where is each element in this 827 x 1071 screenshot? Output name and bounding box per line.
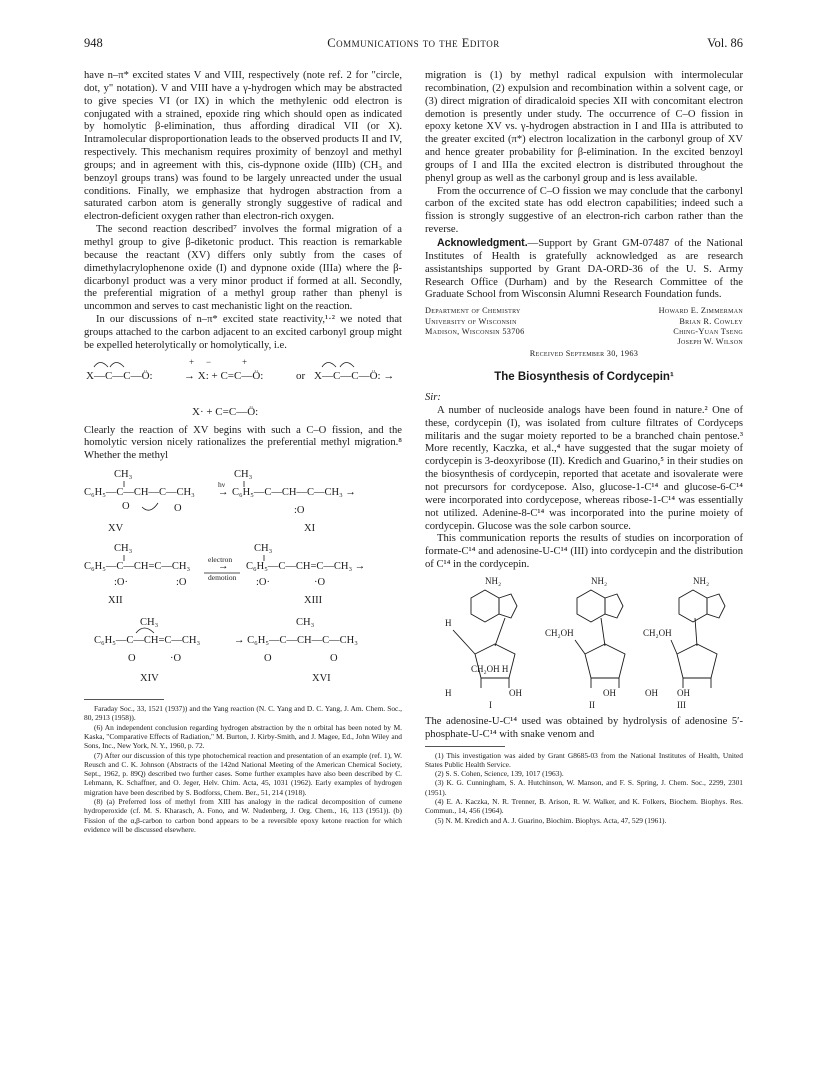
svg-text:CH₂OH: CH₂OH (643, 627, 672, 638)
svg-text:NH₂: NH₂ (591, 575, 608, 586)
demotion-label: demotion (208, 573, 237, 583)
footnote: (3) K. G. Cunningham, S. A. Hutchinson, W. Manson, and F. S. Spring, J. Chem. Soc., 2299, 2301 (1951). (425, 778, 743, 797)
svg-text:O: O (122, 501, 130, 513)
svg-text::O: :O (176, 577, 187, 589)
svg-text:X—C—C—Ö:: X—C—C—Ö: (86, 369, 153, 382)
right-column (425, 70, 743, 825)
svg-text:CH₃: CH₃ (114, 543, 133, 555)
svg-text:C₆H₅—C—CH—C—CH₃ →: C₆H₅—C—CH—C—CH₃ → (232, 487, 356, 499)
footnote: (4) E. A. Kaczka, N. R. Trenner, B. Arison, R. W. Walker, and K. Folkers, Biochem. Biophys. Res. Commun., 14, 456 (1964). (425, 797, 743, 816)
svg-text:O: O (264, 653, 272, 665)
paragraph: A number of nucleoside analogs have been found in nature.² One of these, cordycepin (I), was isolated from culture filtrates of Cordyceps militaris and the sugar moiety reported to be a branched chain pentose.³ More recently, Kaczka, et al.,⁴ have suggested that the sugar moiety of cordycepin is 3-deoxyribose (II). Kredich and Guarino,⁵ in their studies on the biosynthesis of cordycepin, reported that acetate and isovalerate were not precursors for cordycepose. Also, glucose-1-C¹⁴ and glucose-6-C¹⁴ were incorporated into cordycepose, whereas ribose-1-C¹⁴ was essentially not utilized. Adenine-8-C¹⁴ was incorporated into the purine moiety of cordycepin. Glucose was the sole carbon source. (425, 404, 743, 532)
structure-label-i: I (489, 699, 492, 710)
fission-scheme (84, 355, 402, 423)
svg-text:CH₃: CH₃ (296, 617, 315, 629)
hv-label: hν (218, 480, 226, 490)
footnote: (1) This investigation was aided by Grant G8685-03 from the National Institutes of Health, United States Public Health Service. (425, 750, 743, 769)
salutation: Sir: (425, 392, 441, 404)
svg-text:C₆H₅—C—CH=C—CH₃: C₆H₅—C—CH=C—CH₃ (94, 635, 201, 647)
acknowledgment-body: —Support by Grant GM-07487 of the National Institutes of Health is gratefully acknowledged as are research assistantships supported by Grant DA-ORD-36 of the U. S. Army Research Office (Durham) and by the Research Committee of the Graduate School from Wisconsin Alumni Research Foundation funds. (425, 237, 743, 301)
paragraph: In our discussions of n–π* excited state reactivity,¹·² we noted that groups attached to the carbon adjacent to an excited carbonyl group might be expelled heterolytically or homolytically, i.e. (84, 314, 402, 351)
volume-label: Vol. 86 (707, 36, 743, 50)
paragraph: migration is (1) by methyl radical expulsion with intermolecular recombination, (2) expulsion and recombination within a solvent cage, or (3) direct migration of diradicaloid species XII with concomitant electron demotion is presently under study. The occurrence of C–O fission in epoxy ketone XV vs. γ-hydrogen abstraction in I and IIIa is attributed to the greater excited (π*) electron localization in the carbonyl group of XV and hence greater probability for β-elimination. In the excited benzoyl groups of I and IIIa the excited electron is distributed throughout the phenyl group as well as the carbonyl group and is less available. (425, 70, 743, 184)
svg-text:→: → (218, 561, 229, 573)
svg-text:O: O (330, 653, 338, 665)
compound-label-xiii: XIII (304, 595, 323, 607)
acknowledgment (425, 237, 743, 302)
left-column (84, 70, 402, 834)
footnote: (8) (a) Preferred loss of methyl from XIII has analogy in the radical decomposition of cumene hydroperoxide (cf. M. S. Kharasch, A. Fono, and W. Nudenberg, J. Org. Chem., 16, 113 (1951)). (b) Fission of the α,β-carbon to carbon bond appears to be a reversible epoxy ketone reaction for which evidence will be discussed elsewhere. (84, 797, 402, 834)
svg-text::O·: :O· (114, 577, 128, 589)
svg-text:X—C—C—Ö: →: X—C—C—Ö: → (314, 369, 395, 382)
svg-text::O: :O (294, 505, 305, 517)
footnote: Faraday Soc., 33, 1521 (1937)) and the Yang reaction (N. C. Yang and D. C. Yang, J. Am. Chem. Soc., 80, 2913 (1958)). (84, 704, 402, 723)
svg-text:OH: OH (645, 687, 658, 698)
address: Department of Chemistry University of Wisconsin Madison, Wisconsin 53706 (425, 306, 525, 336)
paragraph: The adenosine-U-C¹⁴ used was obtained by hydrolysis of adenosine 5′-phosphate-U-C¹⁴ with snake venom and (425, 715, 743, 740)
svg-text:CH₂OH: CH₂OH (545, 627, 574, 638)
svg-text::O·: :O· (256, 577, 270, 589)
svg-text:CH₂OH H: CH₂OH H (471, 663, 509, 674)
footnote: (5) N. M. Kredich and A. J. Guarino, Biochim. Biophys. Acta, 47, 529 (1961). (435, 815, 667, 825)
structure-label-iii: III (677, 699, 686, 710)
affiliation-block (425, 306, 743, 348)
compound-label-xi: XI (304, 523, 316, 535)
svg-text:C₆H₅—C—CH=C—CH₃ →: C₆H₅—C—CH=C—CH₃ → (246, 561, 366, 573)
acknowledgment-heading: Acknowledgment. (437, 236, 528, 249)
paragraph: Clearly the reaction of XV begins with such a C–O fission, and the homolytic version nicely rationalizes the preferential methyl migration.⁸ Whether the methyl (84, 424, 402, 462)
svg-text:OH: OH (509, 687, 522, 698)
svg-text:CH₃: CH₃ (254, 543, 273, 555)
electron-label: electron (208, 555, 233, 565)
svg-text:−: − (206, 356, 212, 367)
footnote: (7) After our discussion of this type photochemical reaction and presentation of an example (ref. 1), W. Reusch and C. K. Johnson (Abstracts of the 142nd National Meeting of the American Chemical Society, Sept., 1962, p. 89Q) described two further cases. Some further examples have also been described by C. Lehmann, K. Schaffner, and O. Jeger, Helv. Chim. Acta, 45, 1031 (1962). Early examples of hydrogen migration have been described by S. Bodforss, Chem. Ber., 51, 214 (1918). (84, 750, 402, 797)
compound-label-xiv: XIV (140, 673, 159, 685)
svg-text:+: + (242, 356, 248, 367)
svg-text:+: + (189, 356, 195, 367)
svg-text:NH₂: NH₂ (693, 575, 710, 586)
paragraph: have n–π* excited states V and VIII, respectively (note ref. 2 for "circle, dot, y" notation). V and VIII have a γ-hydrogen which may be abstracted to give species VI (or IX) in which the methylenic odd electron is conjugated with a strained, epoxide ring which should open as indicated by homolytic β-elimination, thus affording diradical VII (or X). Intramolecular disproportionation leads to the observed products II and IV, respectively. This mechanism requires proximity of benzoyl and methyl groups; and in agreement with this, cis-dypnone oxide (IIIb) (CH₃ and benzoyl groups trans) was found to be largely unreacted under the usual conditions. Finally, we emphasize that hydrogen abstraction from a saturated carbon atom is generally strongly suggestive of radical and electron-deficient oxygen rather than electron-rich oxygen. (84, 70, 402, 223)
authors: Howard E. Zimmerman Brian R. Cowley Ching-Yuan Tseng Joseph W. Wilson (658, 306, 743, 347)
structures-figure (425, 574, 743, 714)
compound-label-xvi: XVI (312, 673, 331, 685)
footnote-rule (425, 746, 505, 747)
svg-text:H: H (445, 687, 452, 698)
svg-text:→ C₆H₅—C—CH—C—CH₃: → C₆H₅—C—CH—C—CH₃ (234, 635, 358, 647)
svg-text:or: or (296, 369, 306, 382)
svg-text:O: O (174, 503, 182, 515)
svg-text:C₆H₅—C—CH—C—CH₃: C₆H₅—C—CH—C—CH₃ (84, 487, 195, 499)
paragraph: From the occurrence of C–O fission we may conclude that the carbonyl carbon of the excited state has odd electron capabilities; indeed such a fission is strongly suggestive of an electron-rich carbon rather than the reverse. (425, 185, 743, 236)
svg-text:NH₂: NH₂ (485, 575, 502, 586)
running-title: Communications to the Editor (327, 36, 500, 50)
compound-label-xii: XII (108, 595, 123, 607)
svg-text:OH: OH (677, 687, 690, 698)
svg-text:O: O (128, 653, 136, 665)
svg-text:CH₃: CH₃ (114, 469, 133, 481)
svg-text:CH₃: CH₃ (140, 617, 159, 629)
footnote-rule (84, 699, 164, 700)
footnotes (84, 704, 402, 834)
svg-text:→: → (218, 487, 229, 499)
paragraph: The second reaction described⁷ involves the formal migration of a methyl group to give β-diketonic product. This reaction is remarkable because the reactant (XV) differs only subtly from the cases of dimethylacrylophenone oxide (I) and dypnone oxide (IIIa) where the β-dicarbonyl product was a very minor product if formed at all. Secondly, the preferential migration of a methyl group rather than phenyl is uncommon and serves to cast mechanistic light on the reaction. (84, 224, 402, 313)
page-number: 948 (84, 36, 103, 50)
svg-text:·O: ·O (314, 577, 326, 589)
article-title: The Biosynthesis of Cordycepin¹ (494, 371, 674, 384)
svg-text:·O: ·O (170, 653, 182, 665)
svg-text:H: H (445, 617, 452, 628)
svg-text:OH: OH (603, 687, 616, 698)
paragraph: This communication reports the results of studies on incorporation of formate-C¹⁴ and adenosine-U-C¹⁴ (III) into cordycepin and the distribution of C¹⁴ in the cordycepin. (425, 533, 743, 571)
svg-text:→ X: + C=C—Ö:: → X: + C=C—Ö: (184, 369, 264, 382)
structure-label-ii: II (589, 699, 595, 710)
svg-text:C₆H₅—C—CH=C—CH₃: C₆H₅—C—CH=C—CH₃ (84, 561, 191, 573)
compound-label-xv: XV (108, 523, 124, 535)
received-date: Received September 30, 1963 (529, 348, 639, 358)
migration-scheme (84, 465, 402, 695)
footnote: (2) S. S. Cohen, Science, 139, 1017 (1963). (435, 769, 564, 779)
footnotes (425, 751, 743, 825)
footnote: (6) An independent conclusion regarding hydrogen abstraction by the n orbital has been noted by M. Kaska, "Comparative Effects of Radiation," M. Burton, J. Kirby-Smith, and J. Magee, Ed., John Wiley and Sons, Inc., New York, N. Y., 1960, p. 72. (84, 722, 402, 751)
svg-text:X· + C=C—Ö:: X· + C=C—Ö: (192, 405, 259, 418)
svg-text:CH₃: CH₃ (234, 469, 253, 481)
